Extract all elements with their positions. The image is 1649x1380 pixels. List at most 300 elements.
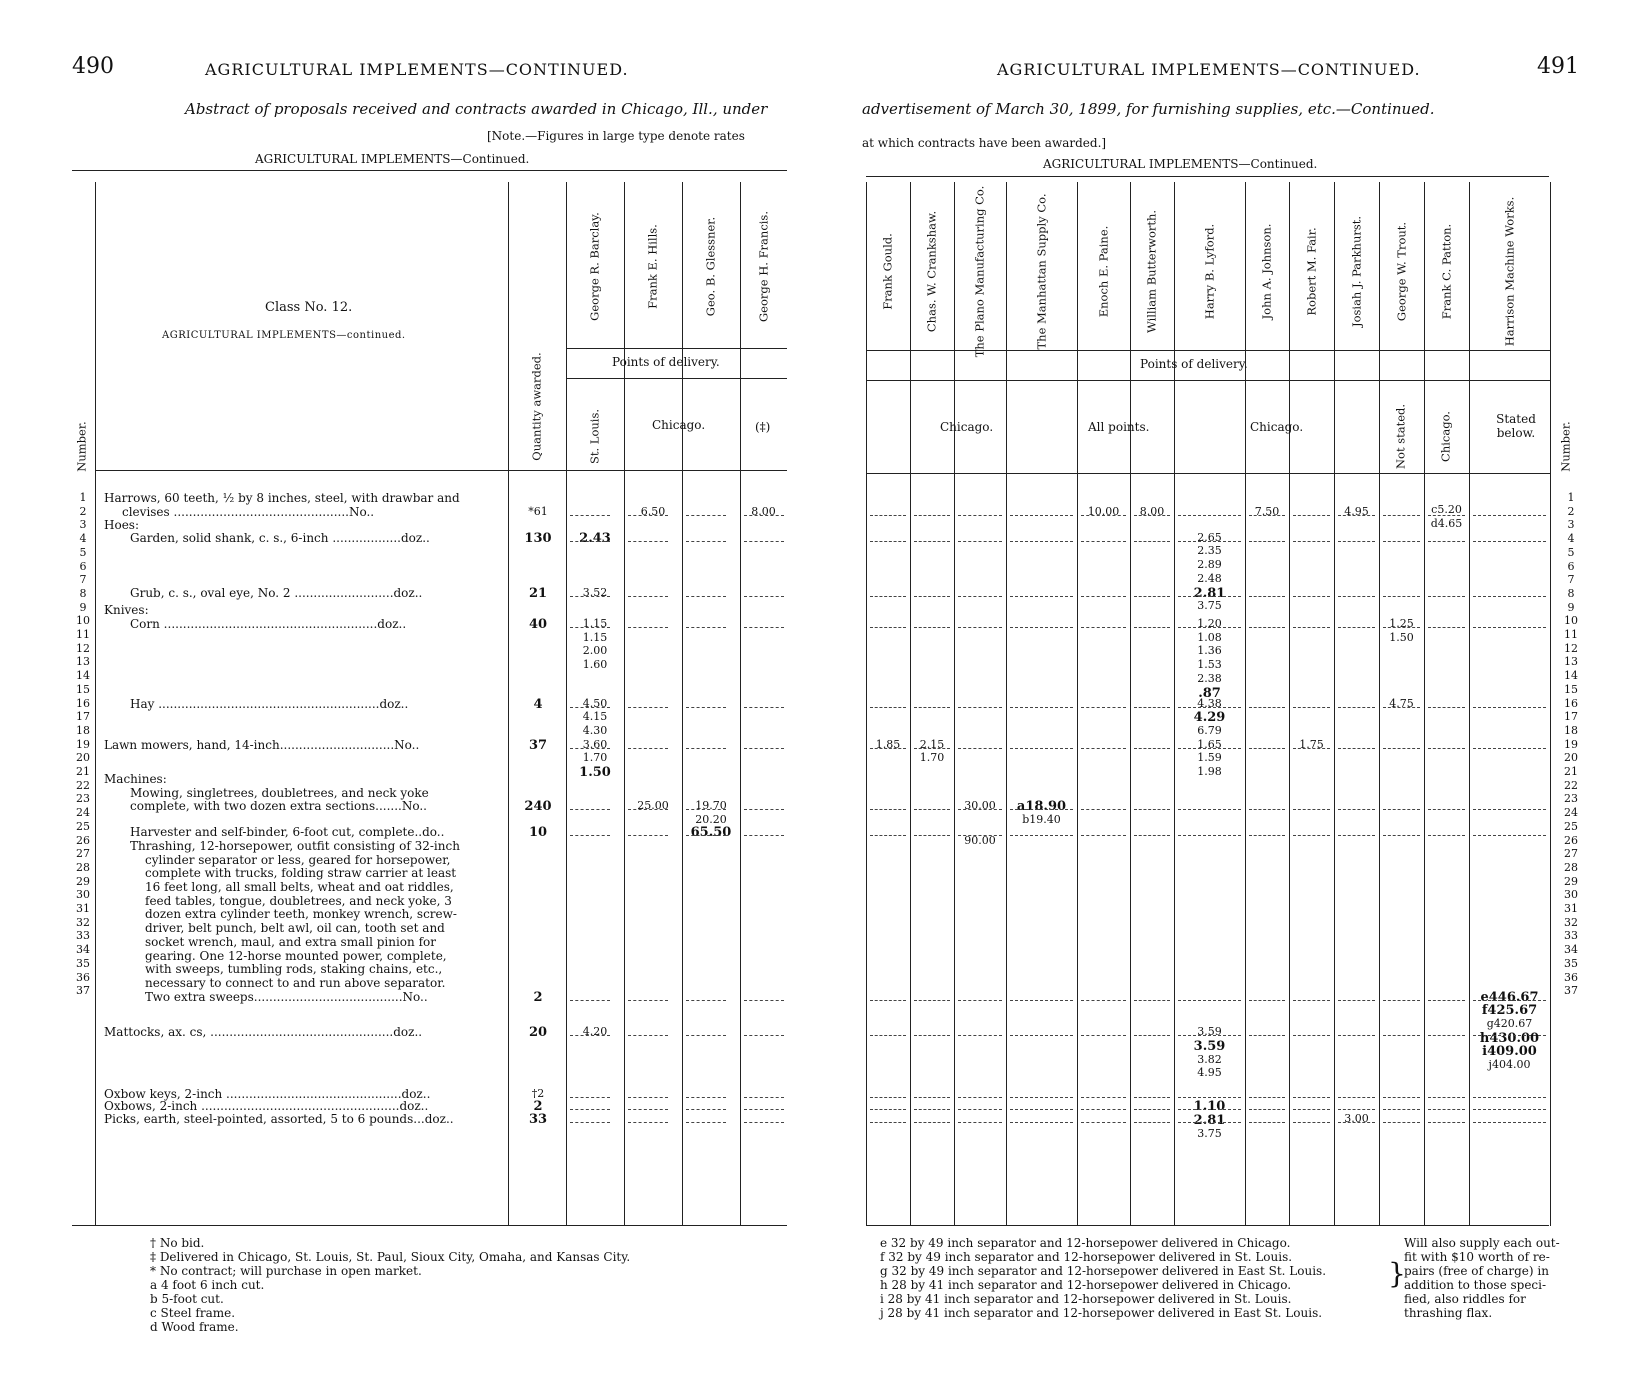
bid-value: 1.10 bbox=[1193, 1099, 1226, 1115]
row-number: 23 bbox=[1564, 792, 1578, 806]
row-number: 10 bbox=[1564, 614, 1578, 628]
dotted-leader bbox=[570, 1097, 610, 1098]
rule-line bbox=[566, 378, 787, 379]
row-number: 10 bbox=[76, 614, 90, 628]
bid-value: 8.00 bbox=[751, 504, 776, 518]
row-number: 20 bbox=[76, 751, 90, 765]
dotted-leader bbox=[1178, 627, 1241, 628]
bidder-header: The Plano Manufacturing Co. bbox=[972, 185, 987, 358]
row-number: 29 bbox=[76, 874, 90, 888]
dotted-leader bbox=[1338, 627, 1375, 628]
dotted-leader bbox=[1081, 707, 1126, 708]
dotted-leader bbox=[1249, 835, 1285, 836]
dotted-leader bbox=[1293, 627, 1330, 628]
dotted-leader bbox=[1081, 748, 1126, 749]
bid-value: 3.75 bbox=[1197, 1126, 1222, 1140]
dotted-leader bbox=[1249, 1035, 1285, 1036]
bid-value: 2.81 bbox=[1193, 1112, 1226, 1128]
row-number: 14 bbox=[1564, 669, 1578, 683]
row-number: 31 bbox=[1564, 902, 1578, 915]
dotted-leader bbox=[1473, 541, 1546, 542]
dotted-leader bbox=[1428, 1122, 1465, 1123]
rule-line bbox=[72, 1225, 787, 1226]
dotted-leader bbox=[1178, 1109, 1241, 1110]
dotted-leader bbox=[1249, 1109, 1285, 1110]
dotted-leader bbox=[1010, 707, 1073, 708]
row-number: 33 bbox=[1564, 929, 1578, 943]
dotted-leader bbox=[914, 835, 950, 836]
note: at which contracts have been awarded.] bbox=[862, 136, 1107, 150]
dotted-leader bbox=[1010, 627, 1073, 628]
bidder-header: Harry B. Lyford. bbox=[1202, 223, 1216, 320]
row-number: 6 bbox=[1567, 559, 1575, 573]
dotted-leader bbox=[1338, 541, 1375, 542]
dotted-leader bbox=[1178, 596, 1241, 597]
bid-value: c5.20 bbox=[1431, 503, 1462, 517]
dotted-leader bbox=[1428, 809, 1465, 810]
dotted-leader bbox=[1010, 835, 1073, 836]
rule-line bbox=[508, 182, 509, 1226]
footnote: b 5-foot cut. bbox=[150, 1292, 224, 1306]
dotted-leader bbox=[1428, 1097, 1465, 1098]
dotted-leader bbox=[870, 1109, 906, 1110]
dotted-leader bbox=[914, 515, 950, 516]
points-of-delivery-label: Points of delivery. bbox=[1140, 357, 1248, 371]
bidder-header: The Manhattan Supply Co. bbox=[1034, 193, 1048, 350]
dotted-leader bbox=[1293, 541, 1330, 542]
dotted-leader bbox=[1249, 627, 1285, 628]
dotted-leader bbox=[1338, 707, 1375, 708]
bid-value: 1.50 bbox=[579, 765, 611, 780]
item-description: Hay ..........................................................doz.. bbox=[130, 696, 409, 711]
dotted-leader bbox=[570, 748, 610, 749]
row-number: 4 bbox=[1567, 532, 1575, 546]
dotted-leader bbox=[628, 515, 668, 516]
point-chicago: Chicago. bbox=[940, 420, 994, 434]
dotted-leader bbox=[744, 707, 784, 708]
quantity-awarded: 2 bbox=[533, 1099, 543, 1115]
row-number: 32 bbox=[1564, 915, 1578, 929]
point-all: All points. bbox=[1088, 420, 1150, 434]
rule-line bbox=[866, 182, 867, 1226]
col-quantity-header: Quantity awarded. bbox=[529, 352, 544, 461]
row-number: 2 bbox=[79, 504, 87, 518]
dotted-leader bbox=[1081, 835, 1126, 836]
dotted-leader bbox=[1081, 1097, 1126, 1098]
rule-line bbox=[1550, 182, 1551, 1226]
row-number: 19 bbox=[76, 737, 90, 751]
bid-value: 1.53 bbox=[1197, 658, 1222, 672]
row-number: 36 bbox=[76, 970, 90, 984]
row-number: 13 bbox=[1564, 655, 1578, 669]
dotted-leader bbox=[870, 627, 906, 628]
item-description: driver, belt punch, belt awl, oil can, tooth set and bbox=[145, 921, 445, 936]
bid-value: 3.52 bbox=[582, 585, 608, 599]
item-description: dozen extra cylinder teeth, monkey wrench, screw- bbox=[145, 907, 457, 922]
rule-line bbox=[1245, 182, 1246, 1226]
dotted-leader bbox=[1249, 809, 1285, 810]
row-number: 15 bbox=[1564, 682, 1578, 696]
bid-value: i409.00 bbox=[1482, 1044, 1537, 1060]
row-number: 34 bbox=[76, 943, 90, 957]
dotted-leader bbox=[1383, 748, 1420, 749]
item-description: feed tables, tongue, doubletrees, and neck yoke, 3 bbox=[145, 893, 452, 908]
row-number: 34 bbox=[1564, 943, 1578, 957]
dotted-leader bbox=[870, 1035, 906, 1036]
dotted-leader bbox=[570, 809, 610, 810]
dotted-leader bbox=[1134, 515, 1170, 516]
dotted-leader bbox=[570, 541, 610, 542]
dotted-leader bbox=[744, 809, 784, 810]
dotted-leader bbox=[628, 596, 668, 597]
row-number: 27 bbox=[76, 847, 90, 861]
bid-value: 1.65 bbox=[1197, 737, 1222, 751]
bidder-header: Chas. W. Crankshaw. bbox=[924, 210, 939, 333]
point-chicago: Chicago. bbox=[1438, 411, 1453, 462]
row-number: 8 bbox=[1567, 586, 1575, 600]
dotted-leader bbox=[1249, 1000, 1285, 1001]
dotted-leader bbox=[1428, 835, 1465, 836]
dotted-leader bbox=[628, 707, 668, 708]
bidder-header: George W. Trout. bbox=[1394, 221, 1408, 322]
row-number: 27 bbox=[1564, 847, 1578, 861]
dotted-leader bbox=[914, 809, 950, 810]
dotted-leader bbox=[570, 515, 610, 516]
dotted-leader bbox=[1134, 707, 1170, 708]
row-number: 15 bbox=[76, 682, 90, 696]
row-number: 25 bbox=[1564, 819, 1578, 833]
quantity-awarded: †2 bbox=[531, 1086, 545, 1100]
dotted-leader bbox=[1428, 627, 1465, 628]
rule-line bbox=[866, 1225, 1549, 1226]
dotted-leader bbox=[1338, 748, 1375, 749]
bid-value: 7.50 bbox=[1254, 504, 1280, 518]
bid-value: 1.70 bbox=[582, 751, 608, 765]
item-description: necessary to connect to and run above separator. bbox=[145, 975, 446, 990]
dotted-leader bbox=[1010, 1035, 1073, 1036]
rule-line bbox=[1130, 182, 1131, 1226]
bid-value: .87 bbox=[1198, 685, 1221, 701]
dotted-leader bbox=[1383, 596, 1420, 597]
bid-value: 1.75 bbox=[1299, 737, 1324, 751]
dotted-leader bbox=[686, 1035, 726, 1036]
row-number: 7 bbox=[1567, 573, 1575, 587]
dotted-leader bbox=[628, 748, 668, 749]
dotted-leader bbox=[628, 1097, 668, 1098]
dotted-leader bbox=[1134, 1122, 1170, 1123]
item-description: Picks, earth, steel-pointed, assorted, 5 to 6 pounds...doz.. bbox=[104, 1111, 454, 1126]
rule-line bbox=[1424, 182, 1425, 1226]
item-description: Mattocks, ax. cs, ................................................doz.. bbox=[104, 1025, 423, 1040]
dotted-leader bbox=[686, 1097, 726, 1098]
row-number: 16 bbox=[76, 696, 90, 710]
rule-line bbox=[1334, 182, 1335, 1226]
dotted-leader bbox=[914, 748, 950, 749]
dotted-leader bbox=[870, 596, 906, 597]
dotted-leader bbox=[870, 748, 906, 749]
dotted-leader bbox=[744, 541, 784, 542]
bidder-header: Frank C. Patton. bbox=[1439, 223, 1453, 320]
row-number: 2 bbox=[1567, 504, 1575, 518]
rule-line bbox=[740, 378, 741, 472]
dotted-leader bbox=[1249, 1122, 1285, 1123]
footnote: † No bid. bbox=[150, 1236, 205, 1250]
row-number: 16 bbox=[1564, 696, 1578, 710]
dotted-leader bbox=[686, 541, 726, 542]
dotted-leader bbox=[686, 1109, 726, 1110]
row-number: 22 bbox=[1564, 778, 1578, 792]
dotted-leader bbox=[686, 707, 726, 708]
item-description: clevises ..............................................No.. bbox=[122, 504, 375, 519]
row-number: 6 bbox=[79, 559, 87, 573]
row-number: 17 bbox=[1564, 710, 1578, 724]
class-subtitle: AGRICULTURAL IMPLEMENTS—continued. bbox=[162, 330, 406, 341]
rule-line bbox=[72, 170, 787, 171]
dotted-leader bbox=[1428, 515, 1465, 516]
dotted-leader bbox=[1383, 707, 1420, 708]
row-number: 21 bbox=[76, 765, 90, 778]
dotted-leader bbox=[1338, 1109, 1375, 1110]
dotted-leader bbox=[1338, 835, 1375, 836]
bidder-header: George R. Barclay. bbox=[587, 212, 602, 321]
dotted-leader bbox=[744, 1000, 784, 1001]
bid-value: b19.40 bbox=[1022, 812, 1061, 826]
dotted-leader bbox=[1134, 1097, 1170, 1098]
item-description: complete with trucks, folding straw carrier at least bbox=[145, 866, 457, 881]
footnote: ‡ Delivered in Chicago, St. Louis, St. Paul, Sioux City, Omaha, and Kansas City. bbox=[150, 1250, 631, 1264]
dotted-leader bbox=[744, 748, 784, 749]
row-number: 32 bbox=[76, 915, 90, 929]
bid-value: 4.30 bbox=[582, 723, 608, 737]
item-description: Garden, solid shank, c. s., 6-inch ..................doz.. bbox=[130, 530, 430, 545]
dotted-leader bbox=[958, 835, 1002, 836]
point-chicago: Chicago. bbox=[652, 418, 706, 432]
dotted-leader bbox=[1134, 1109, 1170, 1110]
item-description: Two extra sweeps.......................................No.. bbox=[145, 989, 428, 1004]
row-number: 25 bbox=[76, 819, 90, 833]
dotted-leader bbox=[870, 835, 906, 836]
bidder-header: William Butterworth. bbox=[1144, 209, 1159, 334]
bid-value: 4.95 bbox=[1197, 1066, 1222, 1080]
dotted-leader bbox=[1473, 1000, 1546, 1001]
brace: } bbox=[1388, 1257, 1406, 1290]
side-note: Will also supply each out- bbox=[1404, 1236, 1560, 1250]
rule-line bbox=[866, 380, 1550, 381]
dotted-leader bbox=[1293, 1000, 1330, 1001]
dotted-leader bbox=[1010, 541, 1073, 542]
item-description: Machines: bbox=[104, 771, 167, 786]
dotted-leader bbox=[958, 1122, 1002, 1123]
bid-value: 65.50 bbox=[690, 825, 732, 841]
points-of-delivery-label: Points of delivery. bbox=[612, 355, 720, 369]
dotted-leader bbox=[1134, 627, 1170, 628]
dotted-leader bbox=[1081, 1109, 1126, 1110]
row-number: 20 bbox=[1564, 751, 1578, 765]
dotted-leader bbox=[914, 596, 950, 597]
point-dagger: (‡) bbox=[755, 420, 771, 434]
row-number: 31 bbox=[76, 902, 90, 915]
dotted-leader bbox=[958, 541, 1002, 542]
quantity-awarded: 20 bbox=[528, 1025, 548, 1041]
item-description: Harvester and self-binder, 6-foot cut, complete..do.. bbox=[130, 825, 445, 840]
dotted-leader bbox=[1473, 515, 1546, 516]
dotted-leader bbox=[1338, 596, 1375, 597]
item-description: Harrows, 60 teeth, ½ by 8 inches, steel, with drawbar and bbox=[104, 491, 460, 505]
row-number: 5 bbox=[79, 545, 87, 559]
row-number: 37 bbox=[76, 984, 90, 998]
dotted-leader bbox=[1134, 809, 1170, 810]
bid-value: 6.50 bbox=[640, 504, 666, 518]
bid-value: 2.81 bbox=[1193, 585, 1226, 601]
dotted-leader bbox=[1293, 748, 1330, 749]
bid-value: 3.59 bbox=[1193, 1039, 1226, 1054]
point-st-louis: St. Louis. bbox=[587, 408, 602, 465]
bid-value: 3.00 bbox=[1344, 1111, 1369, 1125]
dotted-leader bbox=[870, 515, 906, 516]
row-number: 29 bbox=[1564, 874, 1578, 888]
dotted-leader bbox=[1010, 1109, 1073, 1110]
bid-value: 2.35 bbox=[1197, 544, 1222, 558]
item-description: Knives: bbox=[104, 603, 149, 618]
rule-line bbox=[566, 348, 787, 349]
dotted-leader bbox=[1428, 1109, 1465, 1110]
dotted-leader bbox=[1338, 515, 1375, 516]
dotted-leader bbox=[914, 1122, 950, 1123]
dotted-leader bbox=[870, 707, 906, 708]
class-title: Class No. 12. bbox=[265, 300, 353, 315]
footnote: h 28 by 41 inch separator and 12-horsepower delivered in Chicago. bbox=[880, 1278, 1292, 1292]
dotted-leader bbox=[1473, 809, 1546, 810]
row-number: 19 bbox=[1564, 737, 1578, 751]
dotted-leader bbox=[1178, 835, 1241, 836]
dotted-leader bbox=[1178, 748, 1241, 749]
bid-value: 4.15 bbox=[582, 710, 608, 724]
dotted-leader bbox=[1383, 1109, 1420, 1110]
row-number: 21 bbox=[1564, 765, 1578, 778]
dotted-leader bbox=[1383, 1035, 1420, 1036]
rule-line bbox=[740, 182, 741, 1226]
side-note: pairs (free of charge) in bbox=[1404, 1264, 1549, 1278]
dotted-leader bbox=[1249, 707, 1285, 708]
item-description: Mowing, singletrees, doubletrees, and neck yoke bbox=[130, 785, 429, 800]
dotted-leader bbox=[1473, 748, 1546, 749]
bidder-header: Josiah J. Parkhurst. bbox=[1349, 215, 1363, 328]
dotted-leader bbox=[1134, 596, 1170, 597]
dotted-leader bbox=[1473, 1097, 1546, 1098]
footnote: a 4 foot 6 inch cut. bbox=[150, 1278, 265, 1292]
bid-value: 1.70 bbox=[919, 751, 945, 765]
bid-value: 4.29 bbox=[1193, 710, 1226, 726]
bid-value: 6.79 bbox=[1197, 723, 1222, 737]
bid-value: 2.43 bbox=[579, 530, 611, 546]
dotted-leader bbox=[1249, 1097, 1285, 1098]
dotted-leader bbox=[958, 1035, 1002, 1036]
row-number: 35 bbox=[1564, 956, 1578, 970]
bid-value: 3.60 bbox=[582, 737, 608, 751]
dotted-leader bbox=[1473, 596, 1546, 597]
dotted-leader bbox=[1473, 1122, 1546, 1123]
dotted-leader bbox=[1293, 1109, 1330, 1110]
dotted-leader bbox=[1134, 1035, 1170, 1036]
bid-value: 3.59 bbox=[1197, 1025, 1222, 1039]
dotted-leader bbox=[628, 1000, 668, 1001]
dotted-leader bbox=[1428, 748, 1465, 749]
dotted-leader bbox=[1134, 748, 1170, 749]
dotted-leader bbox=[958, 1109, 1002, 1110]
bid-value: 30.00 bbox=[964, 799, 996, 813]
dotted-leader bbox=[1178, 515, 1241, 516]
row-number: 5 bbox=[1567, 545, 1575, 559]
note: [Note.—Figures in large type denote rates bbox=[487, 129, 745, 143]
footnote: * No contract; will purchase in open market. bbox=[150, 1264, 422, 1278]
rule-line bbox=[866, 350, 1550, 351]
dotted-leader bbox=[870, 1097, 906, 1098]
dotted-leader bbox=[1383, 627, 1420, 628]
bid-value: f425.67 bbox=[1481, 1003, 1538, 1019]
footnote: c Steel frame. bbox=[150, 1306, 236, 1320]
running-head: AGRICULTURAL IMPLEMENTS—CONTINUED. bbox=[205, 60, 629, 79]
col-number-header: Number. bbox=[74, 421, 89, 472]
dotted-leader bbox=[958, 515, 1002, 516]
dotted-leader bbox=[958, 707, 1002, 708]
page-number: 490 bbox=[72, 54, 114, 79]
dotted-leader bbox=[570, 835, 610, 836]
dotted-leader bbox=[1178, 1000, 1241, 1001]
dotted-leader bbox=[914, 1035, 950, 1036]
bid-value: 1.85 bbox=[875, 737, 901, 751]
dotted-leader bbox=[958, 596, 1002, 597]
row-number: 18 bbox=[76, 723, 90, 737]
bid-value: 1.25 bbox=[1389, 617, 1414, 631]
row-number: 26 bbox=[76, 833, 90, 847]
row-number: 12 bbox=[1564, 641, 1578, 655]
bid-value: 1.08 bbox=[1197, 630, 1222, 644]
dotted-leader bbox=[1010, 596, 1073, 597]
footnote: i 28 by 41 inch separator and 12-horsepower delivered in St. Louis. bbox=[880, 1292, 1292, 1306]
bid-value: 3.82 bbox=[1197, 1052, 1222, 1066]
dotted-leader bbox=[1010, 809, 1073, 810]
quantity-awarded: 33 bbox=[528, 1111, 548, 1127]
dotted-leader bbox=[1293, 835, 1330, 836]
rule-line bbox=[682, 472, 683, 1226]
dotted-leader bbox=[744, 1109, 784, 1110]
item-description: Thrashing, 12-horsepower, outfit consisting of 32-inch bbox=[130, 838, 460, 853]
bidder-header: John A. Johnson. bbox=[1259, 223, 1274, 320]
dotted-leader bbox=[1249, 748, 1285, 749]
row-number: 7 bbox=[79, 573, 87, 587]
dotted-leader bbox=[686, 596, 726, 597]
bid-value: 1.20 bbox=[1197, 617, 1222, 631]
dotted-leader bbox=[1178, 809, 1241, 810]
table-title: AGRICULTURAL IMPLEMENTS—Continued. bbox=[1043, 157, 1318, 171]
bid-value: 90.00 bbox=[964, 833, 996, 847]
dotted-leader bbox=[744, 835, 784, 836]
dotted-leader bbox=[570, 707, 610, 708]
dotted-leader bbox=[1383, 541, 1420, 542]
dotted-leader bbox=[1428, 1000, 1465, 1001]
item-description: socket wrench, maul, and extra small pinion for bbox=[145, 934, 436, 949]
footnote: g 32 by 49 inch separator and 12-horsepower delivered in East St. Louis. bbox=[880, 1264, 1327, 1278]
bid-value: a18.90 bbox=[1016, 799, 1067, 815]
item-description: Oxbow keys, 2-inch ..............................................doz.. bbox=[104, 1086, 431, 1101]
bid-value: 4.20 bbox=[582, 1025, 608, 1039]
item-description: Oxbows, 2-inch ....................................................doz.. bbox=[104, 1099, 429, 1114]
bid-value: g420.67 bbox=[1486, 1017, 1533, 1031]
bidder-header: Frank Gould. bbox=[880, 233, 895, 310]
row-number: 30 bbox=[1564, 888, 1578, 902]
bid-value: 20.20 bbox=[695, 812, 727, 826]
row-number: 28 bbox=[76, 860, 90, 874]
